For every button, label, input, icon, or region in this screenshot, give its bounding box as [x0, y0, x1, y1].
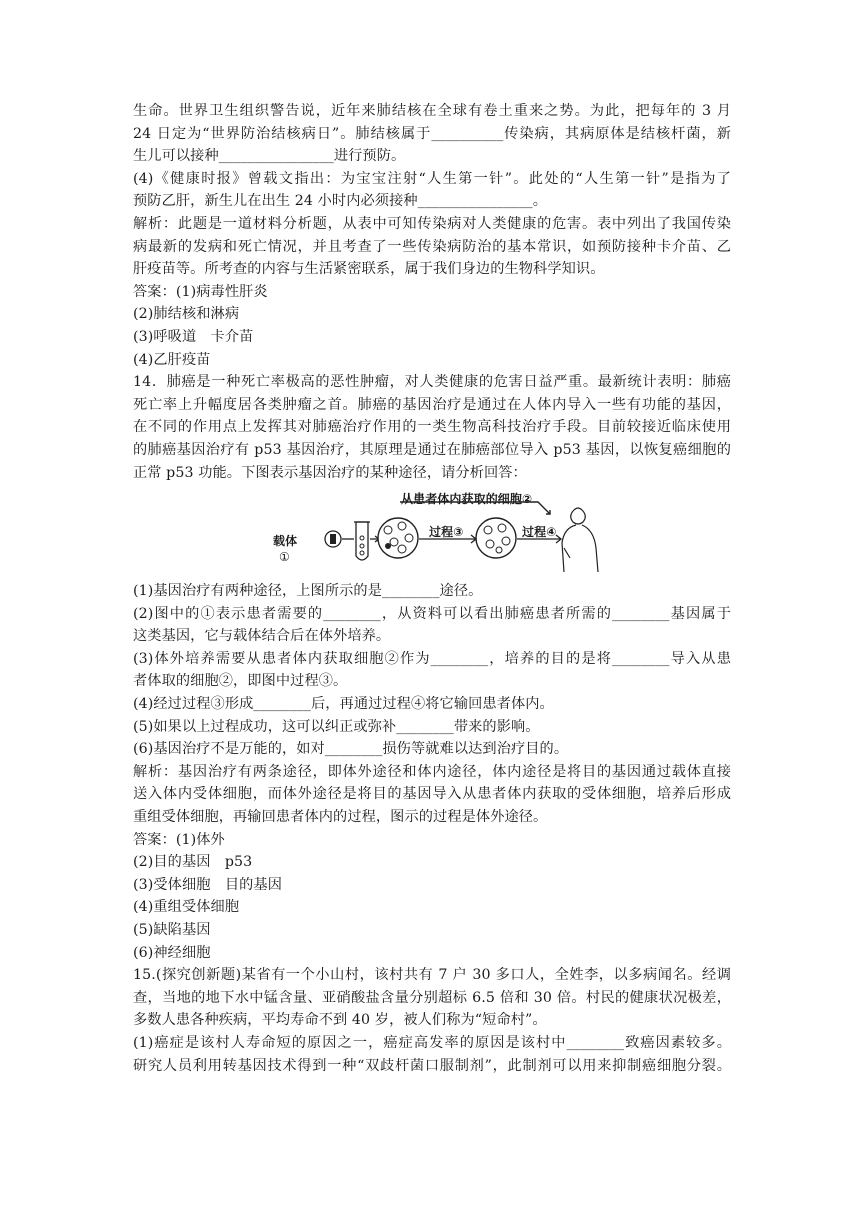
text-line: (2)图中的①表示患者需要的________，从资料可以看出肺癌患者所需的________基因属于: [133, 605, 731, 622]
text-line: 14．肺癌是一种死亡率极高的恶性肿瘤，对人类健康的危害日益严重。最新统计表明：肺癌: [133, 374, 731, 391]
text-line: 的肺癌基因治疗有 p53 基因治疗，其原理是通过在肺癌部位导入 p53 基因，以恢复癌细胞的: [133, 441, 731, 458]
text-line: (6)神经细胞: [133, 944, 211, 961]
text-line: 生命。世界卫生组织警告说，近年来肺结核在全球有卷土重来之势。为此，把每年的 3 月: [133, 103, 731, 119]
text-line: 送入体内受体细胞，而体外途径是将目的基因导入从患者体内获取的受体细胞，培养后形成: [133, 786, 731, 803]
text-line: 者体取的细胞②，即图中过程③。: [133, 673, 348, 690]
text-line: 多数人患各种疾病，平均寿命不到 40 岁，被人们称为“短命村”。: [133, 1012, 547, 1029]
text-line: (1)癌症是该村人寿命短的原因之一，癌症高发率的原因是该村中________致癌因素较多。: [133, 1034, 731, 1051]
text-line: 答案：(1)病毒性肝炎: [133, 283, 268, 300]
text-line: (2)肺结核和淋病: [133, 306, 240, 323]
text-line: 查，当地的地下水中锰含量、亚硝酸盐含量分别超标 6.5 倍和 30 倍。村民的健康状况极差，: [133, 989, 731, 1006]
text-line: 死亡率上升幅度居各类肿瘤之首。肺癌的基因治疗是通过在人体内导入一些有功能的基因，: [133, 396, 731, 413]
text-line: 重组受体细胞，再输回患者体内的过程，图示的过程是体外途径。: [133, 809, 548, 826]
text-line: 15.(探究创新题)某省有一个小山村，该村共有 7 户 30 多口人，全姓李，以多病闻名。经调: [133, 967, 731, 984]
text-line: 这类基因，它与载体结合后在体外培养。: [133, 628, 391, 645]
text-line: (6)基因治疗不是万能的，如对________损伤等就难以达到治疗目的。: [133, 741, 569, 758]
text-line: (4)乙肝疫苗: [133, 351, 211, 368]
document-page: [133, 100, 731, 1077]
text-line: (3)呼吸道 卡介苗: [133, 328, 254, 345]
process-3-label: 过程③: [429, 525, 464, 540]
text-line: (3)体外培养需要从患者体内获取细胞②作为________，培养的目的是将________导入从患: [133, 650, 731, 667]
text-block-after-figure: [133, 580, 731, 1077]
text-line: 解析：基因治疗有两条途径，即体外途径和体内途径，体内途径是将目的基因通过载体直接: [133, 763, 731, 780]
text-line: (4)经过过程③形成________后，再通过过程④将它输回患者体内。: [133, 696, 554, 713]
text-line: (4)《健康时报》曾载文指出：为宝宝注射“人生第一针”。此处的“人生第一针”是指为了: [133, 170, 731, 187]
gene-therapy-diagram: [133, 488, 731, 574]
text-line: 预防乙肝，新生儿在出生 24 小时内必须接种________________。: [133, 193, 548, 210]
title-arrow: [400, 502, 550, 514]
test-tube-icon: [356, 522, 368, 560]
text-line: 解析：此题是一道材料分析题，从表中可知传染病对人类健康的危害。表中列出了我国传染: [133, 215, 731, 232]
text-line: 在不同的作用点上发挥其对肺癌治疗作用的一类生物高科技治疗手段。目前较接近临床使用: [133, 419, 731, 436]
recombinant-cell-dish-icon: [476, 518, 516, 558]
patient-icon: [571, 508, 586, 524]
text-line: 研究人员利用转基因技术得到一种“双歧杆菌口服制剂”，此制剂可以用来抑制癌细胞分裂。: [133, 1057, 731, 1074]
text-block-before-figure: [133, 100, 731, 484]
vector-number: ①: [279, 550, 290, 565]
text-line: (5)缺陷基因: [133, 922, 211, 938]
text-line: (1)基因治疗有两种途径，上图所示的是________途径。: [133, 583, 483, 600]
text-line: 生儿可以接种________________进行预防。: [133, 148, 406, 165]
text-line: (4)重组受体细胞: [133, 899, 240, 916]
text-line: 病最新的发病和死亡情况，并且考查了一些传染病防治的基本常识，如预防接种卡介苗、乙: [133, 238, 731, 255]
text-line: 答案：(1)体外: [133, 831, 225, 848]
text-line: (5)如果以上过程成功，这可以纠正或弥补________带来的影响。: [133, 718, 540, 735]
text-line: 肝疫苗等。所考查的内容与生活紧密联系，属于我们身边的生物科学知识。: [133, 261, 605, 278]
text-line: 24 日定为“世界防治结核病日”。肺结核属于__________传染病，其病原体是结核杆菌，新: [133, 125, 731, 142]
text-line: (2)目的基因 p53: [133, 854, 253, 871]
text-line: 正常 p53 功能。下图表示基因治疗的某种途径，请分析回答：: [133, 464, 527, 481]
vector-label: 载体: [273, 534, 298, 549]
process-4-label: 过程④: [522, 525, 557, 540]
text-line: (3)受体细胞 目的基因: [133, 876, 282, 893]
figure-title: 从患者体内获取的细胞②: [401, 492, 533, 507]
